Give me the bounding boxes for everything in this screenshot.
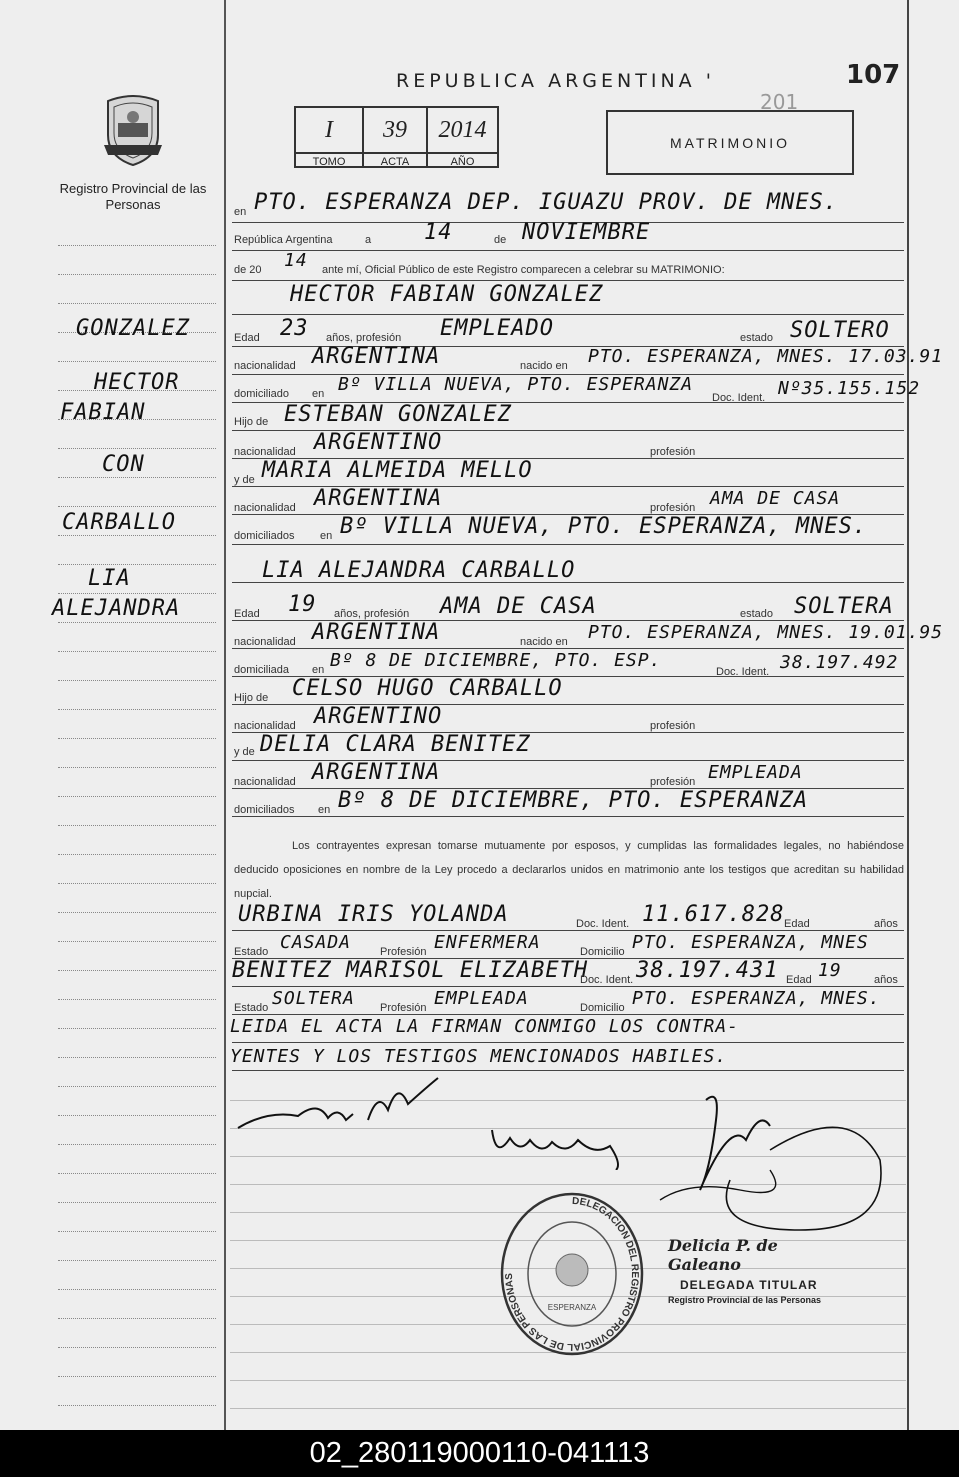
label-profesion: profesión bbox=[650, 446, 696, 458]
registry-seal bbox=[498, 1190, 646, 1358]
label-nacido: nacido en bbox=[520, 636, 568, 648]
margin-guide-line bbox=[58, 883, 216, 884]
label-domiciliados: domiciliados bbox=[234, 530, 295, 542]
label-doc: Doc. Ident. bbox=[712, 392, 766, 404]
label-de: de bbox=[494, 234, 507, 246]
official-org: Registro Provincial de las Personas bbox=[668, 1295, 822, 1305]
margin-guide-line bbox=[58, 767, 216, 768]
country-header: REPUBLICA ARGENTINA ' bbox=[396, 70, 715, 92]
label-edad: Edad bbox=[234, 332, 260, 344]
margin-guide-line bbox=[58, 941, 216, 942]
seal-text: DELEGACION DEL REGISTRO PROVINCIAL DE LAS PERSONAS bbox=[503, 1195, 640, 1353]
margin-guide-line bbox=[58, 593, 216, 594]
label-y-de: y de bbox=[234, 474, 255, 486]
label-profesion: profesión bbox=[650, 502, 696, 514]
record-box bbox=[294, 106, 499, 168]
witness2-doc: 38.197.431 bbox=[636, 958, 779, 983]
margin-note: LIA bbox=[88, 566, 131, 591]
form-line bbox=[232, 1042, 904, 1043]
official-title: DELEGADA TITULAR bbox=[680, 1278, 818, 1292]
margin-guide-line bbox=[58, 1231, 216, 1232]
label-nacionalidad: nacionalidad bbox=[234, 502, 296, 514]
label-ante: ante mí, Oficial Público de este Registro comparecen a celebrar su MATRIMONIO: bbox=[322, 264, 725, 276]
margin-guide-line bbox=[58, 1086, 216, 1087]
label-en-3: en bbox=[320, 530, 333, 542]
ruled-line bbox=[230, 1408, 906, 1409]
margin-guide-line bbox=[58, 738, 216, 739]
label-de-20: de 20 bbox=[234, 264, 262, 276]
groom-mother: MARIA ALMEIDA MELLO bbox=[262, 458, 533, 483]
bride-status: SOLTERA bbox=[794, 594, 894, 619]
label-doc: Doc. Ident. bbox=[580, 974, 634, 986]
witness1-profession: ENFERMERA bbox=[434, 932, 541, 953]
groom-status: SOLTERO bbox=[790, 318, 890, 343]
label-en-5: en bbox=[318, 804, 331, 816]
margin-guide-line bbox=[58, 1173, 216, 1174]
label-hijo: Hijo de bbox=[234, 416, 269, 428]
margin-guide-line bbox=[58, 245, 216, 246]
margin-note: GONZALEZ bbox=[76, 316, 190, 341]
place-month: NOVIEMBRE bbox=[522, 220, 651, 245]
registry-name: Registro Provincial de las Personas bbox=[59, 181, 207, 212]
official-name: Delicia P. de Galeano bbox=[668, 1236, 778, 1274]
acta-value: 39 bbox=[364, 108, 428, 152]
label-nacionalidad: nacionalidad bbox=[234, 446, 296, 458]
groom-mother-nationality: ARGENTINA bbox=[314, 486, 443, 511]
margin-guide-line bbox=[58, 1318, 216, 1319]
label-profesion: profesión bbox=[650, 720, 696, 732]
label-estado: estado bbox=[740, 332, 774, 344]
groom-name: HECTOR FABIAN GONZALEZ bbox=[290, 282, 604, 307]
label-nacionalidad: nacionalidad bbox=[234, 636, 296, 648]
label-en-4: en bbox=[312, 664, 325, 676]
margin-guide-line bbox=[58, 1405, 216, 1406]
margin-guide-line bbox=[58, 448, 216, 449]
margin-guide-line bbox=[58, 1115, 216, 1116]
label-hijo: Hijo de bbox=[234, 692, 269, 704]
label-estado-w: Estado bbox=[234, 1002, 269, 1014]
bride-mother-profession: EMPLEADA bbox=[708, 762, 803, 783]
footer-code: 02_280119000110-041113 bbox=[0, 1430, 959, 1477]
label-nacido: nacido en bbox=[520, 360, 568, 372]
label-estado: estado bbox=[740, 608, 774, 620]
margin-guide-line bbox=[58, 361, 216, 362]
margin-guide-line bbox=[58, 274, 216, 275]
groom-address: Bº VILLA NUEVA, PTO. ESPERANZA bbox=[338, 374, 694, 395]
closing-line-1: LEIDA EL ACTA LA FIRMAN CONMIGO LOS CONTRA- bbox=[230, 1016, 739, 1037]
label-doc: Doc. Ident. bbox=[576, 918, 630, 930]
declaration-text: Los contrayentes expresan tomarse mutuamente por esposos, y cumplidas las formalidades legales, no habiéndose deducido oposiciones en nombre de la Ley procedo a declararlos unidos en matrimonio ante los testigos que acreditan su habilidad nupcial. bbox=[234, 840, 904, 900]
label-domiciliados: domiciliados bbox=[234, 804, 295, 816]
groom-father: ESTEBAN GONZALEZ bbox=[284, 402, 512, 427]
groom-mother-profession: AMA DE CASA bbox=[710, 488, 841, 509]
margin-guide-line bbox=[58, 506, 216, 507]
witness1-name: URBINA IRIS YOLANDA bbox=[238, 902, 509, 927]
record-type: MATRIMONIO bbox=[606, 110, 854, 175]
witness2-profession: EMPLEADA bbox=[434, 988, 529, 1009]
label-nacionalidad: nacionalidad bbox=[234, 776, 296, 788]
form-line bbox=[232, 648, 904, 649]
label-edad: Edad bbox=[234, 608, 260, 620]
witness2-address: PTO. ESPERANZA, MNES. bbox=[632, 988, 881, 1009]
seal-center-text: ESPERANZA bbox=[547, 1303, 597, 1312]
form-line bbox=[232, 250, 904, 251]
margin-guide-line bbox=[58, 825, 216, 826]
signature-testigo bbox=[486, 1110, 636, 1170]
tomo-value: I bbox=[296, 108, 364, 152]
margin-guide-line bbox=[58, 303, 216, 304]
bride-birth: PTO. ESPERANZA, MNES. 19.01.95 bbox=[588, 622, 944, 643]
signature-contrayente bbox=[228, 1070, 448, 1140]
acta-label: ACTA bbox=[364, 152, 428, 168]
margin-guide-line bbox=[58, 1028, 216, 1029]
margin-guide-line bbox=[58, 680, 216, 681]
page-number: 107 bbox=[846, 60, 901, 90]
margin-guide-line bbox=[58, 651, 216, 652]
label-edad: Edad bbox=[786, 974, 812, 986]
margin-guide-line bbox=[58, 796, 216, 797]
bride-mother-nationality: ARGENTINA bbox=[312, 760, 441, 785]
groom-age: 23 bbox=[280, 316, 309, 341]
label-edad: Edad bbox=[784, 918, 810, 930]
bride-mother: DELIA CLARA BENITEZ bbox=[260, 732, 531, 757]
margin-note: FABIAN bbox=[60, 400, 146, 425]
groom-parents-address: Bº VILLA NUEVA, PTO. ESPERANZA, MNES. bbox=[340, 514, 868, 539]
margin-guide-line bbox=[58, 1347, 216, 1348]
anio-label: AÑO bbox=[428, 152, 497, 168]
witness2-age: 19 bbox=[818, 960, 842, 981]
label-en: en bbox=[234, 206, 247, 218]
bride-address: Bº 8 DE DICIEMBRE, PTO. ESP. bbox=[330, 650, 662, 671]
label-domicilio: Domicilio bbox=[580, 1002, 625, 1014]
label-en-2: en bbox=[312, 388, 325, 400]
margin-guide-line bbox=[58, 912, 216, 913]
witness2-name: BENITEZ MARISOL ELIZABETH bbox=[232, 958, 589, 983]
stamp-number: 201 bbox=[760, 90, 799, 114]
label-y-de: y de bbox=[234, 746, 255, 758]
groom-nationality: ARGENTINA bbox=[312, 344, 441, 369]
bride-nationality: ARGENTINA bbox=[312, 620, 441, 645]
label-domiciliado: domiciliado bbox=[234, 388, 290, 400]
form-line bbox=[232, 280, 904, 281]
label-domicilio: Domicilio bbox=[580, 946, 625, 958]
margin-guide-line bbox=[58, 1289, 216, 1290]
margin-guide-line bbox=[58, 854, 216, 855]
margin-guide-line bbox=[58, 970, 216, 971]
margin-guide-line bbox=[58, 709, 216, 710]
margin-guide-line bbox=[58, 564, 216, 565]
form-line bbox=[232, 544, 904, 545]
anio-value: 2014 bbox=[438, 117, 487, 143]
label-estado-w: Estado bbox=[234, 946, 269, 958]
tomo-label: TOMO bbox=[296, 152, 364, 168]
groom-profession: EMPLEADO bbox=[440, 316, 554, 341]
margin-note: CARBALLO bbox=[62, 510, 176, 535]
form-line bbox=[232, 314, 904, 315]
bride-father: CELSO HUGO CARBALLO bbox=[292, 676, 563, 701]
label-anos: años bbox=[874, 974, 898, 986]
label-profesion-w: Profesión bbox=[380, 1002, 427, 1014]
label-profesion: profesión bbox=[650, 776, 696, 788]
margin-note: CON bbox=[102, 452, 145, 477]
margin-guide-line bbox=[58, 1376, 216, 1377]
margin-rule bbox=[224, 0, 226, 1430]
margin-guide-line bbox=[58, 477, 216, 478]
bride-father-nationality: ARGENTINO bbox=[314, 704, 443, 729]
province-emblem-icon bbox=[100, 95, 166, 167]
bride-doc: 38.197.492 bbox=[780, 652, 899, 673]
label-domiciliada: domiciliada bbox=[234, 664, 290, 676]
right-rule bbox=[907, 0, 909, 1430]
label-nacionalidad: nacionalidad bbox=[234, 720, 296, 732]
witness1-doc: 11.617.828 bbox=[642, 902, 785, 927]
bride-profession: AMA DE CASA bbox=[440, 594, 597, 619]
groom-doc: Nº35.155.152 bbox=[778, 378, 921, 399]
label-a: a bbox=[365, 234, 372, 246]
official-stamp bbox=[668, 1236, 848, 1305]
margin-guide-line bbox=[58, 1057, 216, 1058]
form-line bbox=[232, 1014, 904, 1015]
margin-note: ALEJANDRA bbox=[52, 596, 181, 621]
margin-guide-line bbox=[58, 1144, 216, 1145]
groom-birth: PTO. ESPERANZA, MNES. 17.03.91 bbox=[588, 346, 944, 367]
margin-guide-line bbox=[58, 535, 216, 536]
bride-name: LIA ALEJANDRA CARBALLO bbox=[262, 558, 576, 583]
signature-oficial bbox=[650, 1080, 890, 1240]
margin-guide-line bbox=[58, 1202, 216, 1203]
witness2-status: SOLTERA bbox=[272, 988, 355, 1009]
witness1-address: PTO. ESPERANZA, MNES bbox=[632, 932, 869, 953]
label-anos: años bbox=[874, 918, 898, 930]
bride-parents-address: Bº 8 DE DICIEMBRE, PTO. ESPERANZA bbox=[338, 788, 809, 813]
groom-father-nationality: ARGENTINO bbox=[314, 430, 443, 455]
ruled-line bbox=[230, 1380, 906, 1381]
label-profesion-w: Profesión bbox=[380, 946, 427, 958]
place-location: PTO. ESPERANZA DEP. IGUAZU PROV. DE MNES. bbox=[254, 190, 839, 215]
margin-note: HECTOR bbox=[94, 370, 180, 395]
bride-age: 19 bbox=[288, 592, 317, 617]
margin-guide-line bbox=[58, 622, 216, 623]
place-year: 14 bbox=[284, 250, 308, 271]
label-anos-profesion: años, profesión bbox=[326, 332, 402, 344]
closing-line-2: YENTES Y LOS TESTIGOS MENCIONADOS HABILES. bbox=[230, 1046, 728, 1067]
label-doc: Doc. Ident. bbox=[716, 666, 770, 678]
witness1-status: CASADA bbox=[280, 932, 352, 953]
margin-guide-line bbox=[58, 999, 216, 1000]
margin-guide-line bbox=[58, 1260, 216, 1261]
label-nacionalidad: nacionalidad bbox=[234, 360, 296, 372]
form-line bbox=[232, 816, 904, 817]
form-line bbox=[232, 930, 904, 931]
label-anos-profesion: años, profesión bbox=[334, 608, 410, 620]
form-line bbox=[232, 986, 904, 987]
place-day: 14 bbox=[424, 220, 453, 245]
label-republica: República Argentina bbox=[234, 234, 333, 246]
